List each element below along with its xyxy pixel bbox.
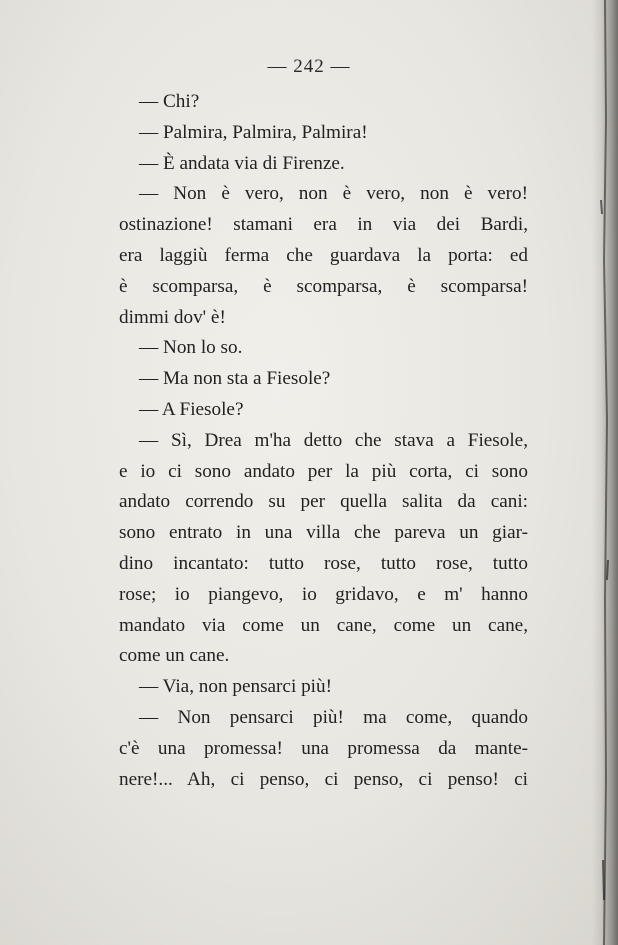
text-line: — A Fiesole? bbox=[139, 398, 244, 420]
text-line: e io ci sono andato per la più corta, ci sono bbox=[119, 460, 528, 482]
text-line: — Non è vero, non è vero, non è vero! bbox=[139, 183, 528, 205]
body-text bbox=[119, 87, 528, 795]
text-line: — Sì, Drea m'ha detto che stava a Fiesole, bbox=[139, 429, 528, 451]
text-line: era laggiù ferma che guardava la porta: ed bbox=[119, 244, 528, 266]
text-line: ostinazione! stamani era in via dei Bardi, bbox=[119, 214, 528, 236]
text-line: — Ma non sta a Fiesole? bbox=[139, 368, 331, 390]
spine-binding-marks bbox=[598, 0, 612, 945]
text-line: è scomparsa, è scomparsa, è scomparsa! bbox=[119, 275, 528, 297]
text-line: come un cane. bbox=[119, 645, 230, 667]
text-line: andato correndo su per quella salita da cani: bbox=[119, 491, 528, 513]
text-line: nere!... Ah, ci penso, ci penso, ci penso! ci bbox=[119, 768, 528, 790]
text-line: — Via, non pensarci più! bbox=[139, 676, 332, 698]
text-line: — È andata via di Firenze. bbox=[139, 152, 345, 174]
text-line: c'è una promessa! una promessa da mante- bbox=[119, 737, 528, 759]
text-line: — Non lo so. bbox=[139, 337, 243, 359]
text-line: dimmi dov' è! bbox=[119, 306, 226, 328]
text-line: sono entrato in una villa che pareva un giar- bbox=[119, 522, 528, 544]
text-line: — Chi? bbox=[139, 91, 200, 112]
text-line: rose; io piangevo, io gridavo, e m' hanno bbox=[119, 583, 528, 605]
text-line: — Palmira, Palmira, Palmira! bbox=[139, 121, 368, 143]
page-number: — 242 — bbox=[267, 56, 351, 77]
text-line: dino incantato: tutto rose, tutto rose, tutto bbox=[119, 552, 528, 574]
text-line: mandato via come un cane, come un cane, bbox=[119, 614, 528, 636]
text-line: — Non pensarci più! ma come, quando bbox=[139, 706, 528, 728]
